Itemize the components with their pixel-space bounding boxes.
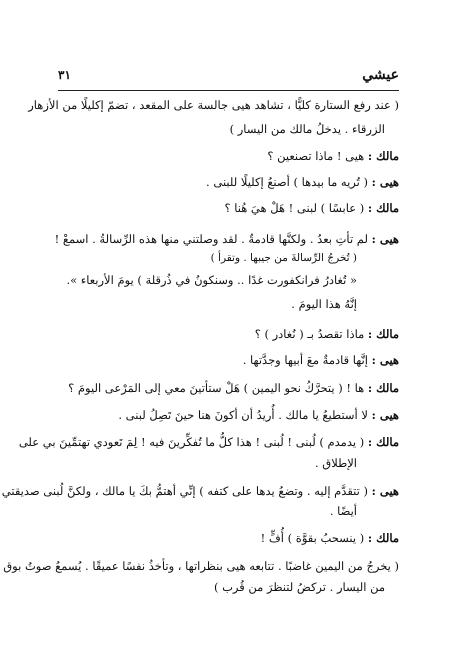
- dialogue-line: [50, 148, 399, 164]
- line-text: ( يخرجُ من اليمين غاضبًا . تتابعه هيى بنظراتها ، وتأخذُ نفسًا عميقًا . يُسمعُ صوتُ بوق: [3, 559, 399, 573]
- line-text: الإطلاق .: [314, 456, 357, 470]
- speaker-name: هيى :: [371, 408, 399, 422]
- stage-direction: [50, 250, 357, 266]
- line-text: ( يدمدم ) لُبنى ! لُبنى ! هذا كلُّ ما تُفكِّرينَ فيه ! لِمَ تَعودي تهتمِّينَ بي على: [18, 435, 365, 449]
- stage-direction: [3, 558, 399, 574]
- speaker-name: مالك :: [367, 435, 399, 449]
- speaker-name: مالك :: [367, 327, 399, 341]
- speaker-name: مالك :: [367, 149, 399, 163]
- stage-direction: [28, 97, 399, 113]
- dialogue-line: [50, 174, 399, 190]
- dialogue-line: [50, 200, 399, 216]
- line-text: من اليسار . تركضُ لتنظرَ من قُرب ): [213, 580, 385, 594]
- line-text: ماذا تقصدُ بـ ( نُغادر ) ؟: [254, 327, 365, 341]
- line-text: هيى ! ماذا تصنعين ؟: [267, 149, 365, 163]
- speaker-name: مالك :: [367, 531, 399, 545]
- line-text: أيضًا .: [329, 504, 357, 518]
- dialogue-line: [50, 352, 399, 368]
- page-header: [58, 62, 399, 88]
- dialogue-continuation: [50, 296, 357, 312]
- line-text: لم تأتِ بعدُ . ولكنَّها قادمةٌ . لقد وصلتني منها هذه الرِّسالةُ . اسمعْ !: [54, 232, 368, 246]
- dialogue-line: [50, 326, 399, 342]
- running-title: عيشي: [362, 67, 399, 83]
- speaker-name: هيى :: [371, 484, 399, 498]
- line-text: ( ينسحبُ بقوَّة ) أُفٍّ !: [260, 531, 365, 545]
- dialogue-line: [50, 380, 399, 396]
- speaker-name: هيى :: [371, 232, 399, 246]
- letter-quote: [50, 272, 357, 288]
- speaker-name: مالك :: [367, 201, 399, 215]
- dialogue-line: [50, 530, 399, 546]
- page-number: ٣١: [58, 68, 71, 82]
- speaker-name: هيى :: [371, 353, 399, 367]
- line-text: ( تتقدَّم إليه . وتضعُ يدها على كتفه ) إنِّي أهتمُّ بكَ يا مالك ، ولكنَّ لُبنى صديقتي: [1, 484, 368, 498]
- line-text: « تُغادرُ فرانكفورت غدًا .. وسنكونُ في ذُرقلة ) يومَ الأربعاء ».: [66, 273, 357, 287]
- line-text: ( عابسًا ) لبنى ! هَلْ هيَ هُنا ؟: [224, 201, 365, 215]
- line-text: الزرقاء . يدخلُ مالك من اليسار ): [229, 122, 385, 136]
- line-text: ( تُريه ما بيدها ) أصنعُ إكليلًا للبنى .: [206, 175, 368, 189]
- dialogue-line: [1, 483, 399, 499]
- speaker-name: مالك :: [367, 381, 399, 395]
- stage-direction: [50, 579, 385, 595]
- dialogue-line: [50, 407, 399, 423]
- dialogue-line: [18, 434, 399, 450]
- line-text: ( تُخرجُ الرِّسالةَ من جيبها . وتقرأ ): [210, 252, 357, 264]
- dialogue-continuation: [50, 503, 357, 519]
- dialogue-continuation: [50, 455, 357, 471]
- line-text: إنَّهُ هذا اليومَ .: [291, 297, 357, 311]
- line-text: ها ! ( يتحرَّكُ نحو اليمين ) هَلْ ستأتينَ معي إلى المَرْعى اليومَ ؟: [68, 381, 365, 395]
- header-rule: [58, 90, 399, 91]
- stage-direction: [50, 121, 385, 137]
- speaker-name: هيى :: [371, 175, 399, 189]
- line-text: ( عند رفع الستارة كليًّا ، تشاهد هيى جالسة على المقعد ، تضمّ إكليلًا من الأزهار: [28, 98, 399, 112]
- line-text: إنَّها قادمةٌ معَ أبيها وجدَّتها .: [242, 353, 368, 367]
- dialogue-line: [50, 231, 399, 247]
- line-text: لا أستطيعُ يا مالك . أُريدُ أن أكونَ هنا حينَ تَصِلُ لبنى .: [118, 408, 368, 422]
